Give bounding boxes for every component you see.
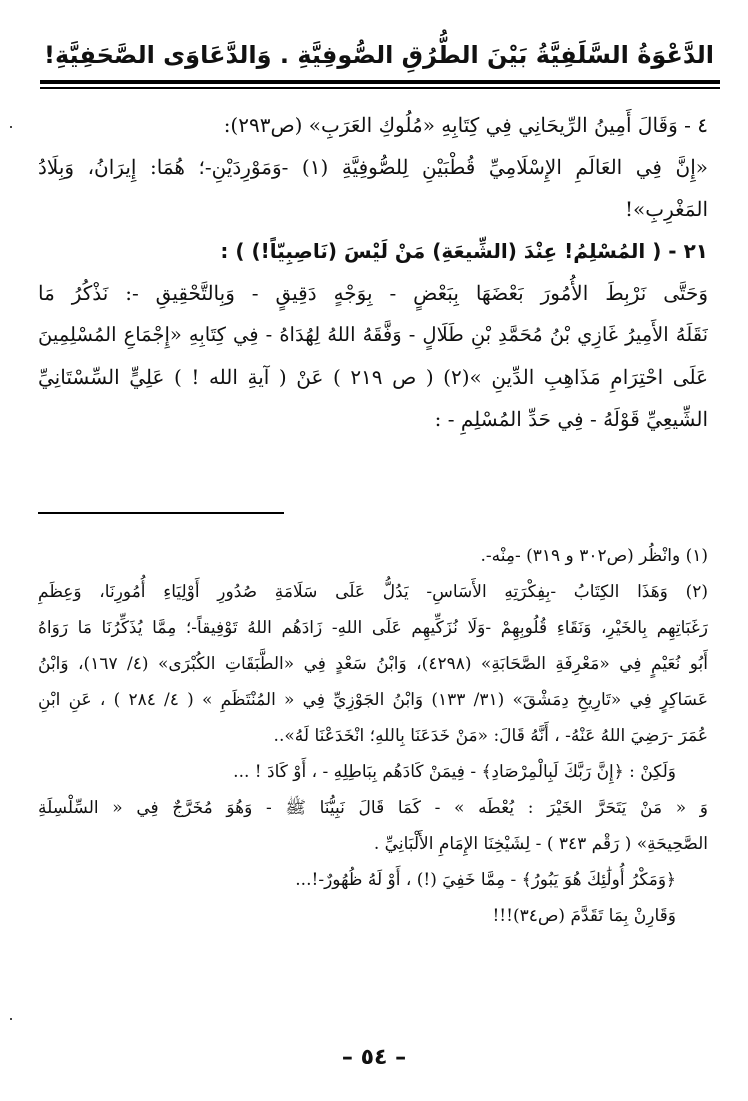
text-line: نَقَلَهُ الأَمِيرُ غَازِي بْنُ مُحَمَّدِ بْنِ طَلَالٍ - وَفَّقَهُ اللهُ لِهُدَاهُ - فِي كِتَابِهِ «إِجْمَاعِ المُسْلِمِينَ — [38, 323, 708, 346]
footnote-line: الصَّحِيحَةِ» ( رَقْم ٣٤٣ ) - لِشَيْخِنَا الإِمَامِ الأَلْبَانِيِّ . — [373, 834, 708, 854]
running-header — [40, 30, 718, 80]
scan-speck — [10, 126, 12, 128]
text-line: وَحَتَّى نَرْبِطَ الأُمُورَ بَعْضَهَا بِبَعْضٍ - بِوَجْهٍ دَقِيقٍ - وَبِالتَّحْقِيقِ -: نَذْكُرُ مَا — [38, 281, 708, 305]
footnote-line: عُمَرَ -رَضِيَ اللهُ عَنْهُ- ، أَنَّهُ قَالَ: «مَنْ خَدَعَنَا بِاللهِ؛ انْخَدَعْنَا لَهُ».. — [273, 726, 708, 746]
footnote-line: وَقَارِنْ بِمَا تَقَدَّمَ (ص٣٤)!!! — [492, 906, 676, 926]
book-title: الدَّعْوَةُ السَّلَفِيَّةُ بَيْنَ الطُّرُقِ الصُّوفِيَّةِ . وَالدَّعَاوَى الصَّحَفِيَّةِ! — [44, 41, 714, 69]
text-line: عَلَى احْتِرَامِ مَذَاهِبِ الدِّينِ »(٢) ( ص ٢١٩ ) عَنْ ( آيةِ الله ! ) عَلِيٍّ السِّسْتَانِيِّ — [38, 365, 708, 389]
footnote-line: عَسَاكِرٍ فِي «تَارِيخِ دِمَشْقَ» (٣١/ ١٣٣) وَابْنُ الجَوْزِيِّ فِي « المُنْتَظَمِ » ( ٤/ ٢٨٤ ) ، عَنِ ابْنِ — [38, 690, 708, 710]
scan-speck — [10, 1018, 12, 1020]
footnote-line: ﴿وَمَكْرُ أُولَٰئِكَ هُوَ يَبُورُ﴾ - مِمَّا خَفِيَ (!) ، أَوْ لَهُ ظُهُورٌ-!... — [295, 870, 676, 890]
footnote-line: وَ « مَنْ يَتَحَرَّ الخَيْرَ : يُعْطَه » - كَمَا قَالَ نَبِيُّنَا ﷺ - وَهُوَ مُخَرَّجٌ فِي « السِّلْسِلَةِ — [38, 798, 708, 818]
header-rule-thick — [40, 80, 720, 84]
footnote-line: (١) وانْظُر (ص٣٠٢ و ٣١٩) -مِنْه-. — [480, 546, 708, 566]
page-number: – ٥٤ – — [341, 1045, 407, 1070]
section-heading: ٢١ - ( المُسْلِمُ! عِنْدَ (الشِّيعَةِ) مَنْ لَيْسَ (نَاصِبِيّاً!) ) : — [220, 239, 708, 263]
text-line: «إِنَّ فِي العَالَمِ الإِسْلَامِيِّ قُطْبَيْنِ لِلصُّوفِيَّةِ (١) -وَمَوْرِدَيْنِ-؛ هُمَا: إِيرَانُ، وَبِلَادُ — [38, 155, 708, 179]
footnote-separator — [38, 512, 284, 514]
footnote-line: أَبُو نُعَيْمٍ فِي «مَعْرِفَةِ الصَّحَابَةِ» (٤٢٩٨)، وَابْنُ سَعْدٍ فِي «الطَّبَقَاتِ الكُبْرَى» (٤/ ١٦٧)، وَابْنُ — [38, 654, 708, 674]
text-line: الشِّيعِيِّ قَوْلَهُ - فِي حَدِّ المُسْلِمِ - : — [434, 407, 708, 431]
header-rule-thin — [40, 87, 720, 89]
footnote-line: رَغَبَاتِهِم بِالخَيْرِ، وَنَقَاءِ قُلُوبِهِمْ -وَلَا نُزَكِّيهِم عَلَى اللهِ- زَادَهُم اللهُ تَوْفِيقاً-؛ مِمَّا يُذَكِّرُنَا مَا رَوَاهُ — [38, 618, 708, 638]
footnote-line: (٢) وَهَذَا الكِتَابُ -بِفِكْرَتِهِ الأَسَاسِ- يَدُلُّ عَلَى سَلَامَةِ صُدُورِ أَوْلِيَاءِ أُمُورِنَا، وَعِظَمِ — [38, 582, 708, 602]
footnote-line: وَلَكِنْ : ﴿إِنَّ رَبَّكَ لَبِالْمِرْصَادِ﴾ - فِيمَنْ كَادَهُم بِبَاطِلِهِ - ، أَوْ كَادَ ! ... — [233, 762, 676, 782]
text-line: ٤ - وَقَالَ أَمِينُ الرِّيحَانِي فِي كِتَابِهِ «مُلُوكِ العَرَبِ» (ص٢٩٣): — [223, 113, 708, 137]
footnotes — [38, 538, 708, 934]
text-line: المَغْرِبِ»! — [625, 197, 708, 221]
main-text — [38, 104, 708, 440]
